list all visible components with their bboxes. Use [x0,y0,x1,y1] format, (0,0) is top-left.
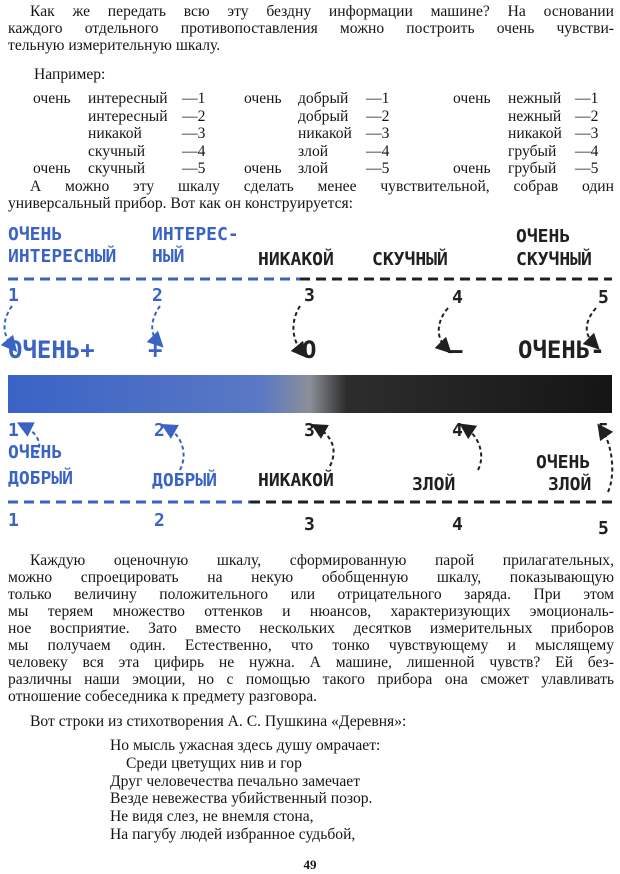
figure-top-label: ОЧЕНЬ [516,226,571,247]
scale-word: злой [298,160,329,177]
scale-diagram [0,222,620,542]
poem-intro: Вот строки из стихотворения А. С. Пушкина «Деревня»: [30,713,407,730]
scale-word: добрый [298,107,349,125]
arrow-bottom-3 [318,428,334,466]
text-line: Как же передать всю эту бездну информации машине? На основании [30,3,614,20]
figure-bottom-number: 2 [154,510,165,531]
figure-bottom-number: 5 [598,518,609,539]
scale-modifier: очень [33,90,71,107]
figure-mid-number: 5 [598,420,609,441]
scale-number: —3 [575,125,599,142]
figure-mid-number: 1 [8,420,19,441]
arrow-bottom-2 [168,428,184,470]
arrow-bottom-4 [466,428,481,470]
text-line: можно спроецировать на некую обобщенную шкалу, показывающую [8,569,614,586]
page-number: 49 [303,857,317,872]
scale-word: никакой [508,125,562,142]
arrow-top-4 [439,308,448,348]
scale-sign: ОЧЕНЬ+ [8,336,95,364]
scale-word: грубый [508,160,557,177]
text-line: мы получаем один. Естественно, что тонко чувствующему и мыслящему [8,637,614,654]
figure-top-label: НЫЙ [152,246,185,267]
text-line: только величину положительного или отрицательного заряда. При этом [8,586,614,603]
scale-gradient-bar [8,375,612,413]
scale-word: никакой [298,125,352,142]
figure-top-number: 4 [452,287,463,308]
poem-line: Среди цветущих нив и гор [126,754,302,772]
figure-top-number: 3 [304,285,315,306]
figure-bottom-label: НИКАКОЙ [258,470,334,491]
scale-word: интересный [88,90,168,107]
text-line: Каждую оценочную шкалу, сформированную парой прилагательных, [30,552,614,569]
arrow-top-3 [293,306,302,352]
lead-paragraph [8,178,614,212]
scale-sign: О [302,336,317,364]
scale-modifier: очень [33,160,71,177]
scale-modifier: очень [244,90,282,107]
figure-top-number: 1 [8,285,19,306]
scale-number: —5 [182,160,206,177]
scale-word: никакой [88,125,142,142]
scale-number: —4 [182,142,206,160]
figure-top-number: 2 [152,285,163,306]
text-line: человеку вся эта цифирь не нужна. А машине, лишенной чувств? Ей без- [8,654,614,671]
figure-top-label: ОЧЕНЬ [8,224,63,245]
figure-mid-number: 2 [154,420,165,441]
scale-number: —4 [575,142,599,160]
figure-bottom-label: ЗЛОЙ [548,474,592,495]
figure-bottom-label: ОЧЕНЬ [8,442,63,463]
scale-number: —1 [366,90,390,107]
scale-number: —5 [575,160,599,177]
scale-word: злой [298,142,329,160]
poem-line: Везде невежества убийственный позор. [110,790,373,808]
scale-sign: + [148,336,163,364]
scale-number: —2 [182,107,206,125]
poem-line: Не видя слез, не внемля стона, [110,808,314,826]
figure-top-number: 5 [598,287,609,308]
figure-bottom-label: ОЧЕНЬ [536,452,591,473]
figure-mid-number: 4 [452,420,463,441]
text-line: каждого отдельного противопоставления можно построить очень чувстви- [8,20,614,37]
text-line: А можно эту шкалу сделать менее чувствительной, собрав один [30,178,614,195]
scale-number: —1 [182,90,206,107]
text-line: тельную измерительную шкалу. [8,37,221,54]
figure-top-label: СКУЧНЫЙ [372,249,448,270]
example-label: Например: [34,66,106,83]
figure-top-label: СКУЧНЫЙ [516,249,592,270]
poem-line: Друг человечества печально замечает [110,772,361,790]
scale-modifier: очень [453,160,491,177]
scale-number: —5 [366,160,390,177]
scale-number: —3 [182,125,206,142]
figure-top-label: НИКАКОЙ [258,249,334,270]
scale-number: —3 [366,125,390,142]
scale-number: —2 [575,107,599,125]
scale-word: добрый [298,90,349,107]
scale-sign: — [448,336,463,364]
scale-table [0,90,620,180]
text-line: отношение собеседника к предмету разговора. [8,688,318,705]
figure-bottom-number: 4 [452,514,463,535]
figure-bottom-label: ДОБРЫЙ [152,470,218,491]
scale-number: —4 [366,142,390,160]
figure-bottom-label: ЗЛОЙ [412,474,456,495]
intro-paragraph [8,3,614,54]
scale-word: скучный [88,160,146,177]
figure-bottom-number: 3 [304,514,315,535]
text-line: ное восприятие. Зато вместо нескольких десятков измерительных приборов [8,620,614,637]
scale-word: интересный [88,107,168,125]
scale-word: нежный [508,107,562,125]
body-paragraph [8,552,614,705]
figure-top-label: ИНТЕРЕСНЫЙ [8,246,117,267]
figure-bottom-number: 1 [8,510,19,531]
poem-block [110,737,380,844]
text-line: универсальный прибор. Вот как он конструируется: [8,195,354,212]
poem-line: Но мысль ужасная здесь душу омрачает: [110,737,381,754]
figure-mid-number: 3 [304,420,315,441]
scale-number: —1 [575,90,599,107]
scale-word: скучный [88,142,146,160]
text-line: различны наши эмоции, но с помощью такого прибора она сможет улавливать [8,671,614,688]
scale-word: грубый [508,142,557,160]
scale-word: нежный [508,90,562,107]
scale-modifier: очень [244,160,282,177]
scale-figure [0,222,620,542]
scale-modifier: очень [453,90,491,107]
text-line: мы теряем множество оттенков и нюансов, характеризующих эмоциональ- [8,603,614,620]
scale-sign: ОЧЕНЬ- [518,336,605,364]
figure-top-label: ИНТЕРЕС- [152,224,239,245]
poem-line: На пагубу людей избранное судьбой, [110,825,356,843]
scale-number: —2 [366,107,390,125]
figure-bottom-label: ДОБРЫЙ [8,468,74,489]
